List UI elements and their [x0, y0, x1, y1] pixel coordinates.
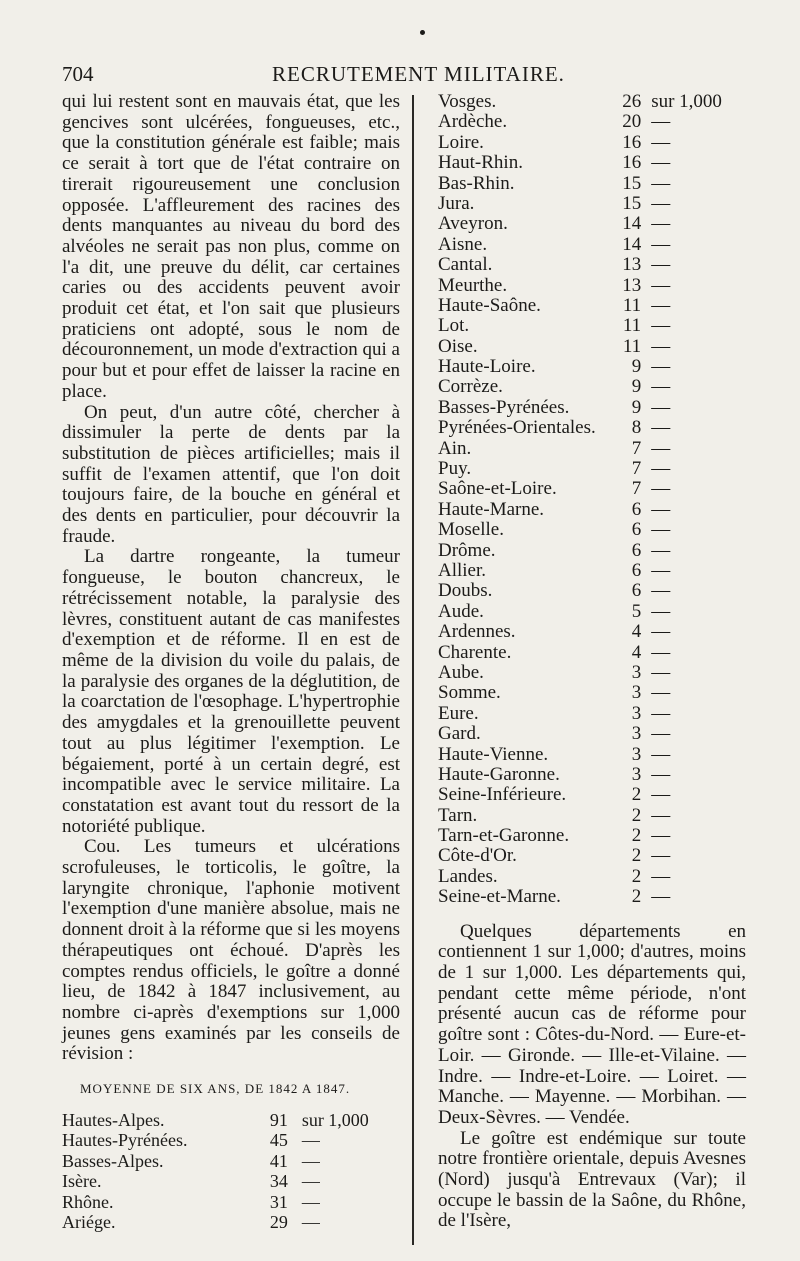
table-row: Meurthe. 13 — [438, 274, 671, 296]
table-row: Doubs. 6 — [438, 580, 671, 602]
table-row: Allier. 6 — [438, 559, 671, 581]
table-row: Jura. 15 — [438, 192, 671, 214]
table-row: Aude. 5 — [438, 600, 671, 622]
paragraph: Quelques départements en contiennent 1 sur 1,000; d'autres, moins de 1 sur 1,000. Les départements qui, pendant cette même période, n'ont présenté aucun cas de réforme pour goître sont : Côtes-du-Nord. — Eure-et-Loir. — Gironde. — Ille-et-Vilaine. — Indre. — Indre-et-Loire. — Loiret. — Manche. — Mayenne. — Morbihan. — Deux-Sèvres. — Vendée. [438, 920, 746, 1128]
running-title: RECRUTEMENT MILITAIRE. [272, 62, 565, 86]
table-row: Basses-Alpes. 41 — [62, 1150, 320, 1171]
table-row: Ariége. 29 — [62, 1212, 320, 1233]
table-row: Corrèze. 9 — [438, 376, 671, 398]
table-row: Ain. 7 — [438, 437, 671, 459]
table-row: Ardèche. 20 — [438, 111, 671, 133]
table-row: Puy. 7 — [438, 458, 671, 480]
table-row: Loire. 16 — [438, 131, 671, 153]
right-column [438, 92, 746, 1232]
page-number: 704 [62, 62, 94, 86]
paragraph: La dartre rongeante, la tumeur fongueuse, le bouton chancreux, le rétrécissement notable, la paralysie des lèvres, constituent autant de cas manifestes d'exemption et de réforme. Il en est de même de la division du voile du palais, de la paralysie des organes de la déglutition, de la coarctation de l'œsophage. L'hypertrophie des amygdales et la grenouillette peuvent tout au plus légitimer l'exemption. Le bégaiement, porté à un certain degré, est incompatible avec le service militaire. La constatation est avant tout du ressort de la notoriété publique. [62, 546, 400, 837]
paragraph: Cou. Les tumeurs et ulcérations scrofuleuses, le torticolis, le goître, la laryngite chronique, l'aphonie motivent l'exemption d'une manière absolue, mais ne donnent droit à la réforme que si les moyens thérapeutiques ont échoué. D'après les comptes rendus officiels, le goître a donné lieu, de 1842 à 1847 inclusivement, au nombre ci-après d'exemptions sur 1,000 jeunes gens examinés par les conseils de révision : [62, 836, 400, 1065]
table-row: Tarn-et-Garonne. 2 — [438, 825, 671, 847]
right-text [438, 922, 746, 1233]
table-row: Bas-Rhin. 15 — [438, 172, 671, 194]
table-row: Haute-Loire. 9 — [438, 356, 671, 378]
paragraph: qui lui restent sont en mauvais état, que les gencives sont ulcérées, fongueuses, etc., que la constitution générale est faible; mais ce serait à tort que de l'état contraire on tirerait rigoureusement une conclusion opposée. L'affleurement des racines des dents manquantes au niveau du bord des alvéoles ne serait pas non plus, comme on l'a dit, une preuve du délit, car certaines caries ou des accidents peuvent avoir produit cet état, et l'on sait que plusieurs praticiens ont adopté, sous le nom de découronnement, un mode d'extraction qui a pour but et pour effet de laisser la racine en place. [62, 91, 400, 402]
paragraph: Le goître est endémique sur toute notre frontière orientale, depuis Avesnes (Nord) jusqu'à Entrevaux (Var); il occupe le bassin de la Saône, du Rhône, de l'Isère, [438, 1127, 746, 1232]
left-column [62, 92, 400, 1233]
table-row: Isère. 34 — [62, 1171, 320, 1192]
column-divider [412, 95, 414, 1245]
table-row: Charente. 4 — [438, 641, 671, 663]
table-row: Drôme. 6 — [438, 539, 671, 561]
printer-mark [420, 30, 425, 35]
table-row: Landes. 2 — [438, 865, 671, 887]
table-row: Côte-d'Or. 2 — [438, 845, 671, 867]
table-row: Basses-Pyrénées. 9 — [438, 396, 671, 418]
table-row: Haute-Garonne. 3 — [438, 763, 671, 785]
table-row: Haut-Rhin. 16 — [438, 152, 671, 174]
table-title: MOYENNE DE SIX ANS, DE 1842 A 1847. [80, 1081, 351, 1097]
table-row: Aisne. 14 — [438, 233, 671, 255]
page-header [62, 62, 742, 92]
table-row: Seine-Inférieure. 2 — [438, 784, 671, 806]
table-row: Hautes-Pyrénées. 45 — [62, 1130, 320, 1151]
table-row: Haute-Marne. 6 — [438, 498, 671, 520]
table-row: Cantal. 13 — [438, 254, 671, 276]
table-row: Seine-et-Marne. 2 — [438, 886, 671, 908]
table-row: Moselle. 6 — [438, 519, 671, 541]
table-row: Lot. 11 — [438, 315, 671, 337]
table-row: Tarn. 2 — [438, 804, 671, 826]
right-table [438, 92, 746, 908]
table-row: Haute-Vienne. 3 — [438, 743, 671, 765]
table-row: Saône-et-Loire. 7 — [438, 478, 671, 500]
left-table [62, 1110, 400, 1233]
table-row: Ardennes. 4 — [438, 621, 671, 643]
table-row: Aube. 3 — [438, 661, 671, 683]
table-row: Hautes-Alpes. 91 sur 1,000 [62, 1109, 369, 1130]
table-row: Aveyron. 14 — [438, 213, 671, 235]
table-row: Rhône. 31 — [62, 1191, 320, 1212]
table-row: Eure. 3 — [438, 702, 671, 724]
table-row: Oise. 11 — [438, 335, 671, 357]
table-row: Pyrénées-Orientales. 8 — [438, 417, 671, 439]
table-row: Gard. 3 — [438, 723, 671, 745]
table-row: Haute-Saône. 11 — [438, 294, 671, 316]
paragraph: On peut, d'un autre côté, chercher à dissimuler la perte de dents par la substitution de pièces artificielles; mais il suffit de l'examen attentif, que l'on doit toujours faire, de la bouche en général et des dents en particulier, pour découvrir la fraude. [62, 401, 400, 547]
table-row: Somme. 3 — [438, 682, 671, 704]
table-row: Vosges. 26 sur 1,000 [438, 91, 722, 112]
